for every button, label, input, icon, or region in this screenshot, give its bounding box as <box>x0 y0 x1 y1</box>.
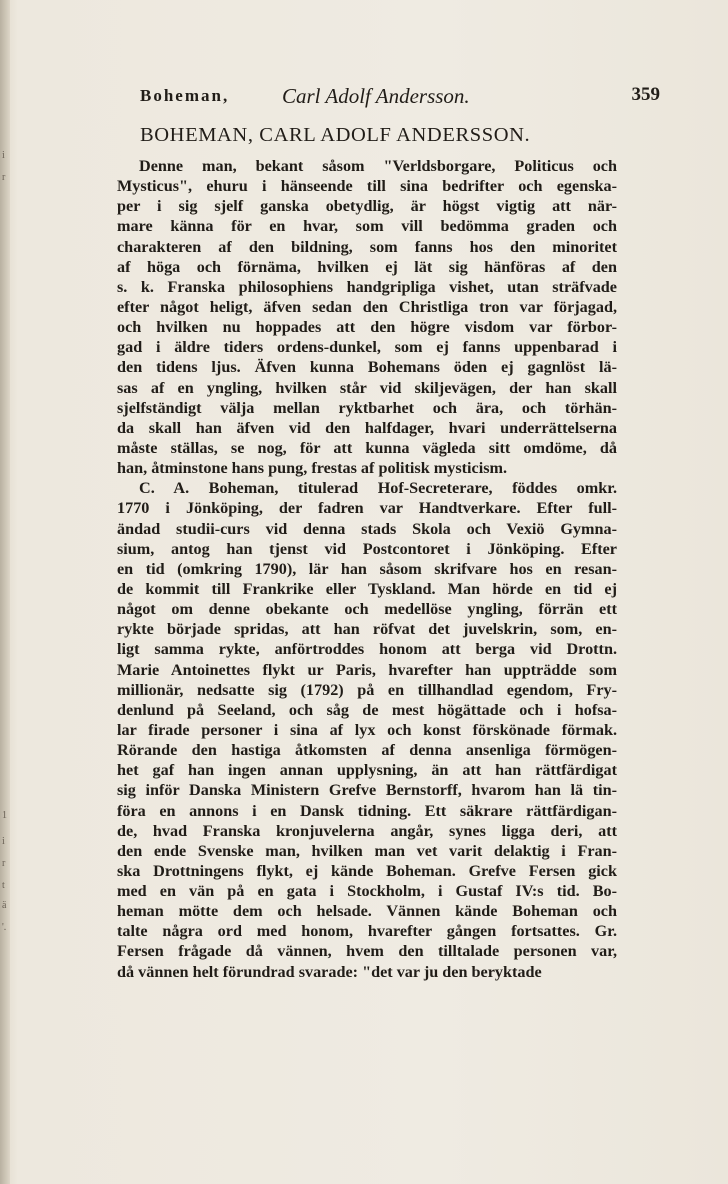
running-head-names: Carl Adolf Andersson. <box>282 84 470 108</box>
article-title: BOHEMAN, CARL ADOLF ANDERSSON. <box>140 124 531 146</box>
text-line: och hvilken nu hoppades att den högre visdom var förbor- <box>117 318 617 337</box>
text-line: rykte började spridas, att han röfvat det juvelskrin, som, en- <box>117 620 617 639</box>
margin-mark: 1 <box>2 810 7 821</box>
text-line: charakteren af den bildning, som fanns hos den minoritet <box>117 237 617 256</box>
text-line: sas af en yngling, hvilken står vid skiljevägen, der han skall <box>117 378 617 397</box>
margin-mark: ä <box>2 900 7 911</box>
text-line: Denne man, bekant såsom "Verldsborgare, Politicus och <box>139 157 617 175</box>
margin-mark: i <box>2 150 5 161</box>
text-line: het gaf han ingen annan upplysning, än att han rättfärdigat <box>117 761 617 780</box>
text-line: Fersen frågade då vännen, hvem den tilltalade personen var, <box>117 942 617 961</box>
margin-mark: r <box>2 858 6 869</box>
text-line: måste ställas, se nog, för att kunna vägleda sitt omdöme, då <box>117 438 617 457</box>
text-line: millionär, nedsatte sig (1792) på en tillhandlad egendom, Fry- <box>117 680 617 699</box>
text-line: de kommit till Frankrike eller Tyskland. Man hörde en tid ej <box>117 579 617 598</box>
margin-mark: r <box>2 172 6 183</box>
page-number: 359 <box>631 84 660 105</box>
margin-mark: i <box>2 836 5 847</box>
text-line: ligt samma rykte, anförtroddes honom att berga vid Drottn. <box>117 640 617 659</box>
text-line: 1770 i Jönköping, der fadren var Handtverkare. Efter full- <box>117 499 617 518</box>
text-line: af höga och förnäma, hvilken ej lät sig hänföras af den <box>117 257 617 276</box>
text-line: den ende Svenske man, hvilken man vet varit delaktig i Fran- <box>117 841 617 860</box>
text-line: sig inför Danska Ministern Grefve Bernstorff, hvarom han lä tin- <box>117 781 617 800</box>
text-line: denlund på Seeland, och såg de mest högättade och i hofsa- <box>117 700 617 719</box>
text-line: gad i äldre tiders ordens-dunkel, som ej fanns uppenbarad i <box>117 338 617 357</box>
text-line: efter något heligt, äfven sedan den Christliga tron var förjagad, <box>117 297 617 316</box>
text-line: s. k. Franska philosophiens handgripliga vishet, utan sträfvade <box>117 277 617 296</box>
article-body <box>117 156 617 982</box>
text-line: ska Drottningens flykt, ej kände Boheman. Grefve Fersen gick <box>117 861 617 880</box>
text-line: då vännen helt förundrad svarade: "det var ju den beryktade <box>117 962 542 981</box>
text-line: den tidens ljus. Äfven kunna Bohemans öden ej gagnlöst lä- <box>117 358 617 377</box>
text-line: något om denne obekante och medellöse yngling, förrän ett <box>117 600 617 619</box>
text-line: C. A. Boheman, titulerad Hof-Secreterare, föddes omkr. <box>139 479 617 498</box>
margin-mark: t <box>2 880 5 891</box>
text-line: de, hvad Franska kronjuvelerna angår, synes ligga deri, att <box>117 821 617 840</box>
text-line: talte några ord med honom, hvarefter gången fortsattes. Gr. <box>117 922 617 941</box>
text-line: lar firade personer i sina af lyx och konst förskönade förmak. <box>117 720 617 739</box>
text-line: per i sig sjelf ganska obetydlig, är högst vigtig att när- <box>117 197 617 216</box>
running-head <box>140 84 660 112</box>
margin-mark: '. <box>2 922 7 933</box>
text-line: mare känna för en hvar, som vill bedömma graden och <box>117 217 617 236</box>
text-line: ändad studii-curs vid denna stads Skola och Vexiö Gymna- <box>117 519 617 538</box>
running-head-surname: Boheman, <box>140 86 230 105</box>
text-line: Mysticus", ehuru i hänseende till sina bedrifter och egenska- <box>117 177 617 196</box>
text-line: sium, antog han tjenst vid Postcontoret i Jönköping. Efter <box>117 539 617 558</box>
text-line: Marie Antoinettes flykt ur Paris, hvarefter han uppträdde som <box>117 660 617 679</box>
margin-bleed-marks <box>0 0 14 1184</box>
text-line: föra en annons i en Dansk tidning. Ett säkrare rättfärdigan- <box>117 801 617 820</box>
text-line: sjelfständigt välja mellan ryktbarhet och ära, och törhän- <box>117 398 617 417</box>
text-line: heman mötte dem och helsade. Vännen kände Boheman och <box>117 902 617 921</box>
text-line: han, åtminstone hans pung, frestas af politisk mysticism. <box>117 459 508 478</box>
text-line: en tid (omkring 1790), lär han såsom skrifvare hos en resan- <box>117 559 617 578</box>
text-line: med en vän på en gata i Stockholm, i Gustaf IV:s tid. Bo- <box>117 882 617 901</box>
text-line: da skall han äfven vid den halfdager, hvari underrättelserna <box>117 418 617 437</box>
text-line: Rörande den hastiga åtkomsten af denna ansenliga förmögen- <box>117 741 617 760</box>
